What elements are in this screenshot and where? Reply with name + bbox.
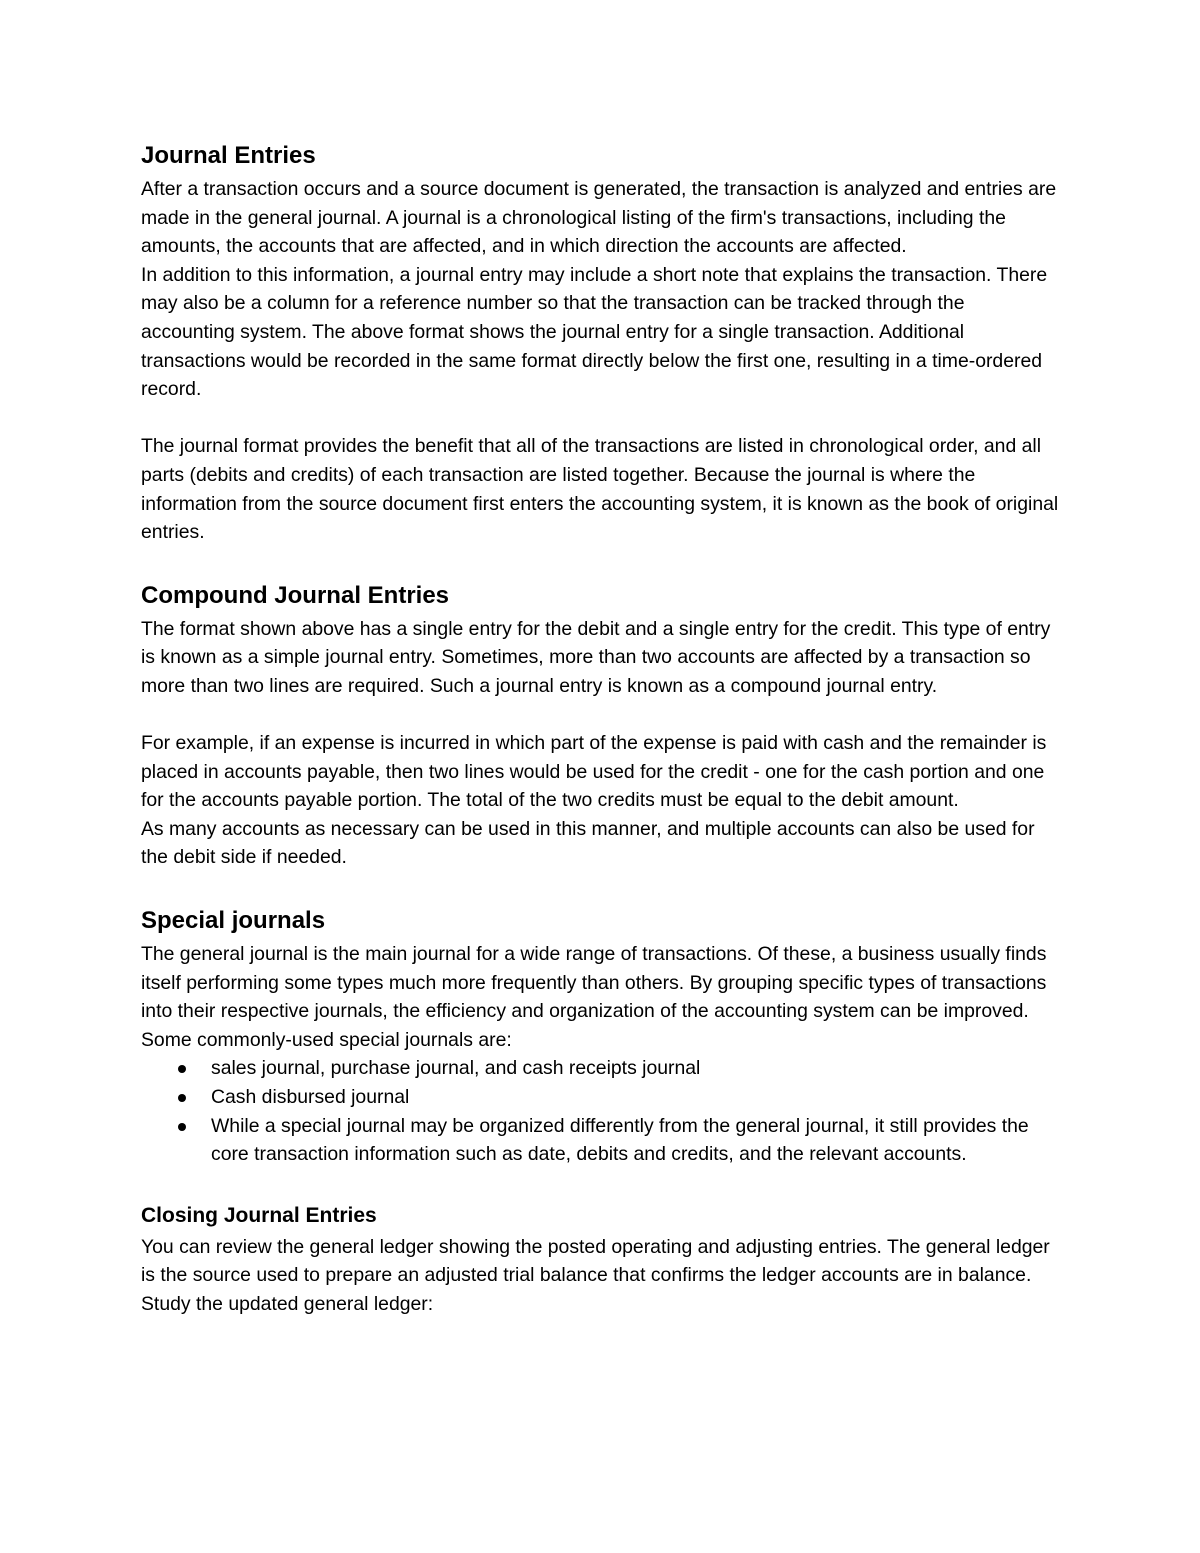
- heading-journal-entries: Journal Entries: [141, 142, 316, 169]
- heading-special-journals: Special journals: [141, 907, 326, 935]
- paragraph: The format shown above has a single entry for the debit and a single entry for the credit. This type of entry is known as a simple journal entry. Sometimes, more than two accounts are affected by a transaction so more than two lines are required. Such a journal entry is known as a compound journal entry.: [141, 617, 1051, 697]
- list-item-text: While a special journal may be organized differently from the general journal, it still provides the core transaction information such as date, debits and credits, and the relevant accounts.: [211, 1114, 1029, 1166]
- bullet-icon: [178, 1123, 186, 1131]
- heading-compound-journal-entries: Compound Journal Entries: [141, 581, 450, 609]
- paragraph: The journal format provides the benefit that all of the transactions are listed in chronological order, and all parts (debits and credits) of each transaction are listed together. Because the journal is where the information from the source document first enters the accounting system, it is known as the book of original entries.: [141, 435, 1059, 544]
- paragraph: You can review the general ledger showing the posted operating and adjusting entries. The general ledger is the source used to prepare an adjusted trial balance that confirms the ledger accounts are in balance. Study the updated general ledger:: [141, 1235, 1050, 1315]
- bullet-list: [141, 1054, 1061, 1168]
- section-closing-journal-entries: [141, 1199, 1061, 1319]
- bullet-icon: [178, 1094, 186, 1102]
- heading-closing-journal-entries: Closing Journal Entries: [141, 1203, 377, 1227]
- list-item-text: sales journal, purchase journal, and cash receipts journal: [211, 1057, 701, 1080]
- section-compound-journal-entries: [141, 577, 1061, 872]
- paragraph: The general journal is the main journal for a wide range of transactions. Of these, a business usually finds itself performing some types much more frequently than others. By grouping specific types of transactions into their respective journals, the efficiency and organization of the accounting system can be improved. Some commonly-used special journals are:: [141, 943, 1047, 1051]
- bullet-icon: [178, 1065, 186, 1073]
- paragraph: As many accounts as necessary can be used in this manner, and multiple accounts can also be used for the debit side if needed.: [141, 817, 1035, 869]
- section-journal-entries: [141, 137, 1061, 547]
- list-item: [141, 1112, 1061, 1169]
- document-page: [141, 137, 1061, 1319]
- paragraph: After a transaction occurs and a source document is generated, the transaction is analyzed and entries are made in the general journal. A journal is a chronological listing of the firm's transactions, including the amounts, the accounts that are affected, and in which direction the accounts are affected.: [141, 178, 1057, 258]
- paragraph: For example, if an expense is incurred in which part of the expense is paid with cash and the remainder is placed in accounts payable, then two lines would be used for the credit - one for the cash portion and one for the accounts payable portion. The total of the two credits must be equal to the debit amount.: [141, 732, 1047, 812]
- paragraph: In addition to this information, a journal entry may include a short note that explains the transaction. There may also be a column for a reference number so that the transaction can be tracked through the accounting system. The above format shows the journal entry for a single transaction. Additional transactions would be recorded in the same format directly below the first one, resulting in a time-ordered record.: [141, 263, 1048, 401]
- section-special-journals: [141, 902, 1061, 1169]
- list-item: [141, 1083, 1061, 1112]
- list-item-text: Cash disbursed journal: [211, 1086, 410, 1109]
- list-item: [141, 1054, 1061, 1083]
